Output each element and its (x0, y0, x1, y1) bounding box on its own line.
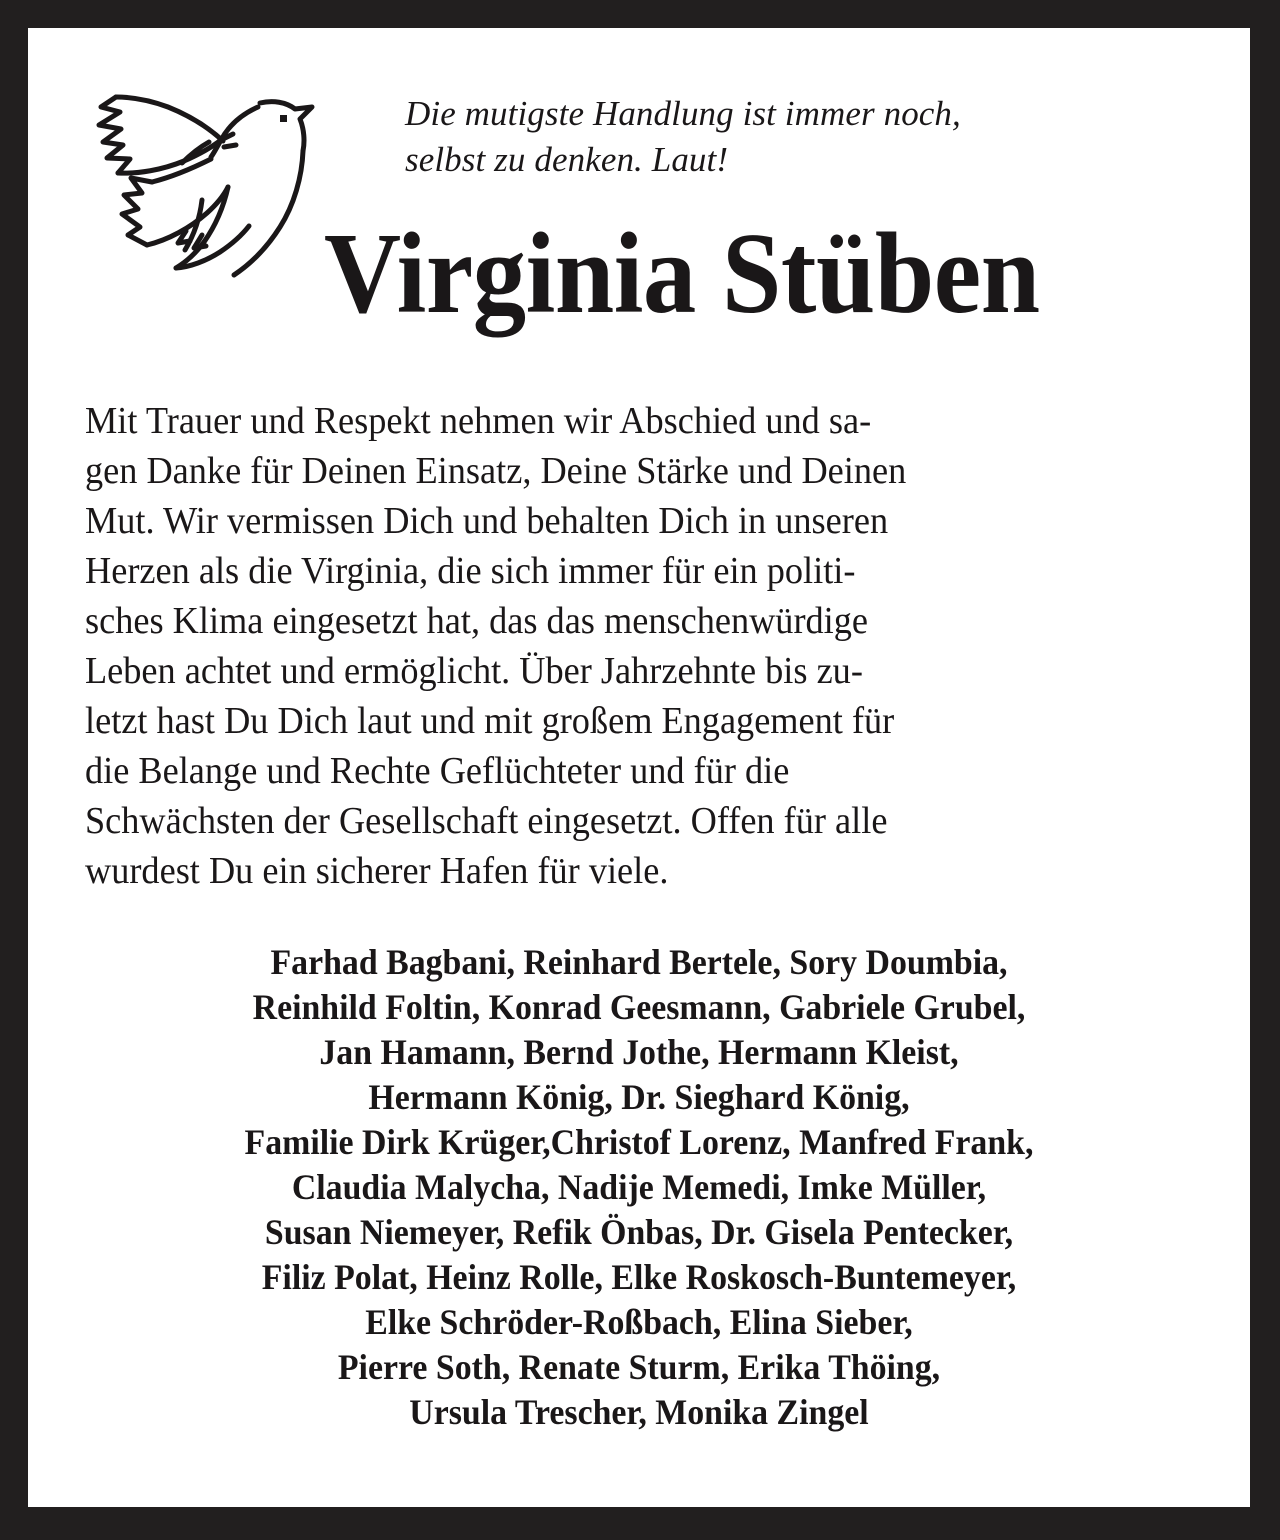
signatory-line: Reinhild Foltin, Konrad Geesmann, Gabriele Grubel, (252, 987, 1026, 1027)
signatory-line: Elke Schröder-Roßbach, Elina Sieber, (365, 1302, 913, 1342)
tribute-line: wurdest Du ein sicherer Hafen für viele. (85, 850, 669, 892)
tribute-line: Mut. Wir vermissen Dich und behalten Dich in unseren (85, 500, 889, 542)
notice-content (28, 28, 1250, 1507)
signatory-line: Jan Hamann, Bernd Jothe, Hermann Kleist, (319, 1032, 959, 1072)
memorial-quote (405, 91, 1215, 182)
tribute-line: die Belange und Rechte Geflüchteter und für die (85, 750, 790, 792)
tribute-line: letzt hast Du Dich laut und mit großem Engagement für (85, 700, 895, 742)
signatory-line: Hermann König, Dr. Sieghard König, (368, 1077, 910, 1117)
signatory-line: Filiz Polat, Heinz Rolle, Elke Roskosch-Buntemeyer, (261, 1257, 1017, 1297)
tribute-line: gen Danke für Deinen Einsatz, Deine Stärke und Deinen (85, 450, 907, 492)
quote-line-1: Die mutigste Handlung ist immer noch, (405, 94, 961, 133)
tribute-line: sches Klima eingesetzt hat, das das menschenwürdige (85, 600, 869, 642)
signatory-line: Ursula Trescher, Monika Zingel (409, 1392, 869, 1432)
quote-line-2: selbst zu denken. Laut! (405, 139, 729, 179)
signatory-line: Susan Niemeyer, Refik Önbas, Dr. Gisela Pentecker, (264, 1212, 1014, 1252)
dove-icon (90, 85, 320, 290)
signatory-list (28, 940, 1250, 1435)
tribute-line: Leben achtet und ermöglicht. Über Jahrzehnte bis zu- (85, 650, 863, 692)
tribute-line: Schwächsten der Gesellschaft eingesetzt. Offen für alle (85, 800, 888, 842)
notice-header (28, 28, 1250, 348)
tribute-paragraph (85, 396, 1149, 896)
tribute-line: Herzen als die Virginia, die sich immer für ein politi- (85, 550, 856, 592)
notice-frame (28, 28, 1250, 1507)
signatory-line: Familie Dirk Krüger,Christof Lorenz, Manfred Frank, (244, 1122, 1034, 1162)
tribute-line: Mit Trauer und Respekt nehmen wir Abschied und sa- (85, 400, 872, 442)
signatory-line: Pierre Soth, Renate Sturm, Erika Thöing, (337, 1347, 941, 1387)
deceased-name: Virginia Stüben (324, 210, 1040, 338)
signatory-line: Claudia Malycha, Nadije Memedi, Imke Müller, (291, 1167, 987, 1207)
signatory-line: Farhad Bagbani, Reinhard Bertele, Sory Doumbia, (270, 942, 1008, 982)
